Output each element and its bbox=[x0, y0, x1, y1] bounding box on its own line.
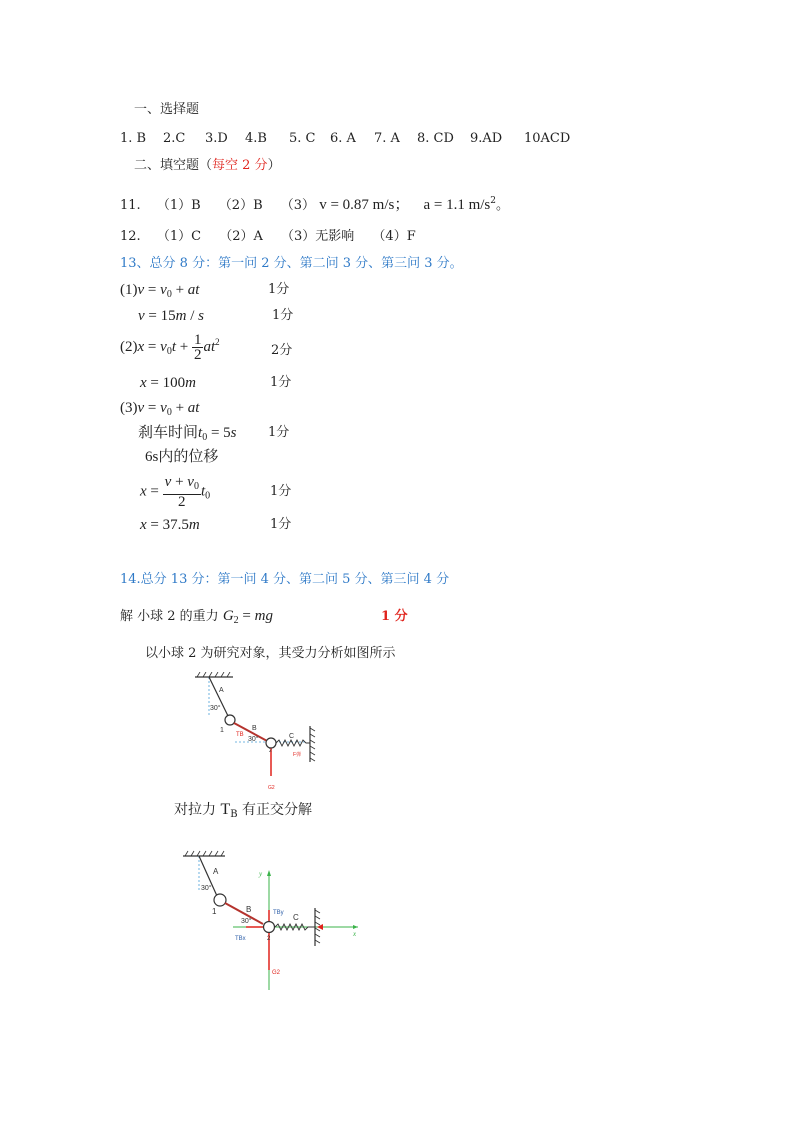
q13-step1: $(1)v = v_0$ + at bbox=[120, 282, 200, 300]
q12-line bbox=[120, 229, 416, 245]
fig2-label-1: 1 bbox=[212, 907, 217, 916]
q14-decomp-prefix: 对拉力 bbox=[174, 802, 216, 818]
q14-header: 14.总分 13 分：第一问 4 分、第二问 5 分、第三问 4 分 bbox=[120, 572, 450, 587]
q12-part1: （1）C bbox=[156, 229, 202, 244]
q13-step5: $(3)v = v_0$ + at bbox=[120, 400, 200, 418]
fig1-angle-1: 30° bbox=[210, 705, 221, 712]
q14-decomp-suffix: 有正交分解 bbox=[242, 802, 313, 818]
fill-title-close: ） bbox=[267, 158, 281, 173]
q13-step2: v = 15m / s bbox=[138, 308, 204, 324]
q13-step3-score: 2分 bbox=[271, 343, 293, 358]
q13-step8: x = $\frac{v + v_0}{2}$ $t_0$ bbox=[140, 474, 211, 510]
q11-line bbox=[120, 193, 509, 214]
fig1-label-F: F弹 bbox=[293, 752, 302, 758]
answer-7: 7. A bbox=[374, 131, 400, 146]
q12-part4: （4）F bbox=[372, 229, 416, 244]
q13-step1-score: 1分 bbox=[268, 282, 290, 297]
q13-step4: x = 100m bbox=[140, 375, 196, 391]
q13-step9: x = 37.5m bbox=[140, 517, 200, 533]
q14-solve-line bbox=[120, 608, 273, 629]
q13-step7: 6s内的位移 bbox=[145, 449, 219, 465]
fig2-label-2: 2 bbox=[267, 936, 271, 942]
fig1-angle-2: 30° bbox=[248, 736, 259, 743]
q11-part2: （2）B bbox=[218, 198, 263, 213]
q11-acceleration-exp: 2 bbox=[490, 196, 496, 206]
fig2-label-TBx: TBx bbox=[235, 936, 246, 942]
answer-4: 4.B bbox=[245, 131, 267, 146]
section-fill-title bbox=[134, 158, 281, 174]
q14-analysis: 以小球 2 为研究对象，其受力分析如图所示 bbox=[145, 646, 396, 661]
fig2-label-A: A bbox=[213, 867, 219, 876]
q11-number: 11. bbox=[120, 198, 141, 213]
q14-decomp-line bbox=[174, 802, 312, 823]
fig2-label-C: C bbox=[293, 913, 299, 922]
q14-decomp-sub: B bbox=[230, 809, 238, 820]
section-choice-title: 一、选择题 bbox=[134, 102, 200, 117]
q13-step3: $(2)x = v_0t$ + $\frac{1}{2}$ $at^2$ bbox=[120, 332, 220, 363]
q14-score: 1 分 bbox=[381, 609, 408, 624]
q14-decomp-symbol: T bbox=[220, 801, 231, 818]
fig2-angle-1: 30° bbox=[201, 885, 212, 892]
fig2-axis-y: y bbox=[259, 870, 263, 878]
answer-8: 8. CD bbox=[417, 131, 454, 146]
force-diagram-2 bbox=[183, 850, 363, 992]
q12-number: 12. bbox=[120, 229, 141, 244]
answer-5: 5. C bbox=[289, 131, 316, 146]
q13-step6: 刹车时间$t_0 = 5s$ bbox=[138, 425, 237, 443]
answer-10: 10ACD bbox=[524, 131, 571, 146]
fig1-label-C: C bbox=[289, 733, 295, 740]
q11-part3: （3） bbox=[280, 198, 316, 213]
q14-solve-prefix: 解 小球 2 的重力 bbox=[120, 609, 219, 624]
fig1-label-G: G2 bbox=[268, 785, 275, 791]
fill-title-text: 二、填空题（ bbox=[134, 158, 213, 173]
fig1-label-TB: TB bbox=[236, 732, 244, 738]
fig1-label-1: 1 bbox=[220, 727, 224, 734]
q11-end: 。 bbox=[496, 198, 510, 213]
fig1-label-A: A bbox=[219, 687, 224, 694]
answer-2: 2.C bbox=[163, 131, 186, 146]
answer-1: 1. B bbox=[120, 131, 147, 146]
q14-gravity: $G_2$ = mg bbox=[222, 608, 273, 626]
q13-step6-score: 1分 bbox=[268, 425, 290, 440]
fig2-label-B: B bbox=[246, 905, 252, 914]
answer-6: 6. A bbox=[330, 131, 356, 146]
q13-step8-score: 1分 bbox=[270, 484, 292, 499]
fig2-label-TBy: TBy bbox=[273, 910, 284, 916]
force-diagram-1 bbox=[195, 672, 335, 798]
q12-part2: （2）A bbox=[219, 229, 263, 244]
answer-9: 9.AD bbox=[470, 131, 503, 146]
q11-velocity: v = 0.87 m/s； bbox=[319, 197, 410, 213]
q13-step4-score: 1分 bbox=[270, 375, 292, 390]
fill-score-note: 每空 2 分 bbox=[212, 158, 268, 173]
q11-acceleration: a = 1.1 m/s bbox=[423, 197, 491, 213]
answer-3: 3.D bbox=[205, 131, 228, 146]
fig1-label-2: 2 bbox=[269, 748, 272, 754]
q12-part3: （3）无影响 bbox=[281, 229, 355, 244]
fig2-angle-2: 30° bbox=[241, 918, 252, 925]
q13-step9-score: 1分 bbox=[270, 517, 292, 532]
fig1-label-B: B bbox=[252, 725, 257, 732]
q11-part1: （1）B bbox=[156, 198, 201, 213]
q13-header: 13、总分 8 分：第一问 2 分、第二问 3 分、第三问 3 分。 bbox=[120, 256, 463, 271]
fig2-label-G: G2 bbox=[272, 970, 281, 976]
q13-step2-score: 1分 bbox=[272, 308, 294, 323]
fig2-axis-x: x bbox=[353, 930, 357, 938]
